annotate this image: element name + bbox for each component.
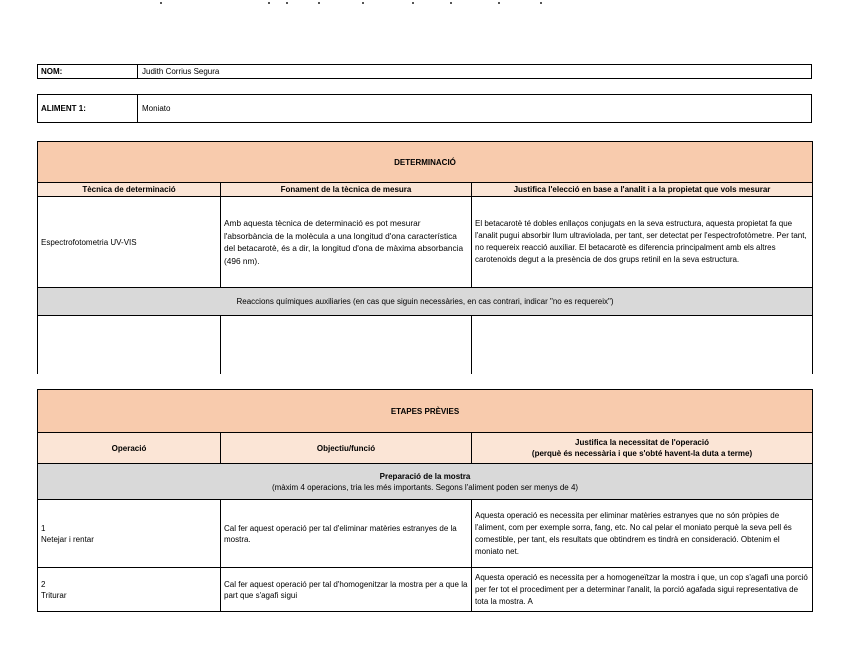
etapes-title: ETAPES PRÈVIES bbox=[38, 390, 813, 433]
operacio-number: 2 bbox=[41, 579, 46, 589]
preparacio-row bbox=[38, 464, 813, 500]
etapes-table bbox=[37, 389, 813, 612]
justifica-operacio-cell: Aquesta operació es necessita per a homogeneïtzar la mostra i que, un cop s'agafi una porció per fer tot el procediment per a determinar l'analit, la porció agafada sigui representativa de tota la mostra. A bbox=[472, 568, 813, 612]
preparacio-title: Preparació de la mostra bbox=[379, 471, 471, 481]
objectiu-cell: Cal fer aquest operació per tal d'eliminar matèries estranyes de la mostra. bbox=[221, 500, 472, 568]
col-operacio-header: Operació bbox=[38, 433, 221, 464]
operacio-name: Netejar i rentar bbox=[41, 534, 94, 544]
aliment-table bbox=[37, 94, 812, 123]
operacio-name: Triturar bbox=[41, 590, 67, 600]
tecnica-cell: Espectrofotometria UV-VIS bbox=[38, 197, 221, 288]
col-objectiu-header: Objectiu/funció bbox=[221, 433, 472, 464]
determinacio-table bbox=[37, 141, 813, 374]
objectiu-cell: Cal fer aquest operació per tal d'homogenitzar la mostra per a que la part que s'agafi sigui bbox=[221, 568, 472, 612]
justifica-header-line1: Justifica la necessitat de l'operació bbox=[575, 438, 709, 447]
nom-label: NOM: bbox=[38, 65, 138, 79]
reaccions-empty-cell bbox=[221, 316, 472, 374]
justifica-operacio-cell: Aquesta operació es necessita per eliminar matèries estranyes que no són pròpies de l'aliment, com per exemple sorra, fang, etc. No cal pelar el moniato perquè la seva pell és comestible, per tant, els resultats que obtindrem es tindrà en consideració. Obtenim el moniato net. bbox=[472, 500, 813, 568]
operacio-number: 1 bbox=[41, 523, 46, 533]
col-fonament-header: Fonament de la tècnica de mesura bbox=[221, 183, 472, 197]
preparacio-subtitle: (màxim 4 operacions, tria les més importants. Segons l'aliment poden ser menys de 4) bbox=[271, 482, 579, 492]
reaccions-row: Reaccions químiques auxiliaries (en cas que siguin necessàries, en cas contrari, indicar "no es requereix") bbox=[38, 288, 813, 316]
operacio-cell bbox=[38, 568, 221, 612]
nom-value: Judith Corrius Segura bbox=[138, 65, 812, 79]
name-table bbox=[37, 64, 812, 79]
aliment-label: ALIMENT 1: bbox=[38, 95, 138, 123]
col-tecnica-header: Tècnica de determinació bbox=[38, 183, 221, 197]
aliment-value: Moniato bbox=[138, 95, 812, 123]
col-justifica-header: Justifica l'elecció en base a l'analit i a la propietat que vols mesurar bbox=[472, 183, 813, 197]
cropped-top-text bbox=[150, 0, 550, 6]
justifica-header-line2: (perquè és necessària i que s'obté havent-la duta a terme) bbox=[531, 449, 753, 458]
operacio-cell bbox=[38, 500, 221, 568]
reaccions-empty-cell bbox=[38, 316, 221, 374]
justifica-cell: El betacarotè té dobles enllaços conjugats en la seva estructura, aquesta propietat fa que l'analit pugui absorbir llum ultraviolada, per tant, ser detectat per l'espectrofotòmetre. Per tant, no requereix reacció auxiliar. El betacarotè es diferencia principalment amb els altres carotenoids degut a la presència de dos grups retinil en la seva estructura. bbox=[472, 197, 813, 288]
reaccions-empty-cell bbox=[472, 316, 813, 374]
fonament-cell: Amb aquesta tècnica de determinació es pot mesurar l'absorbància de la molècula a una longitud d'ona característica del betacarotè, és a dir, la longitud d'ona de màxima absorbancia (496 nm). bbox=[221, 197, 472, 288]
col-justifica-necessitat-header bbox=[472, 433, 813, 464]
determinacio-title: DETERMINACIÓ bbox=[38, 142, 813, 183]
